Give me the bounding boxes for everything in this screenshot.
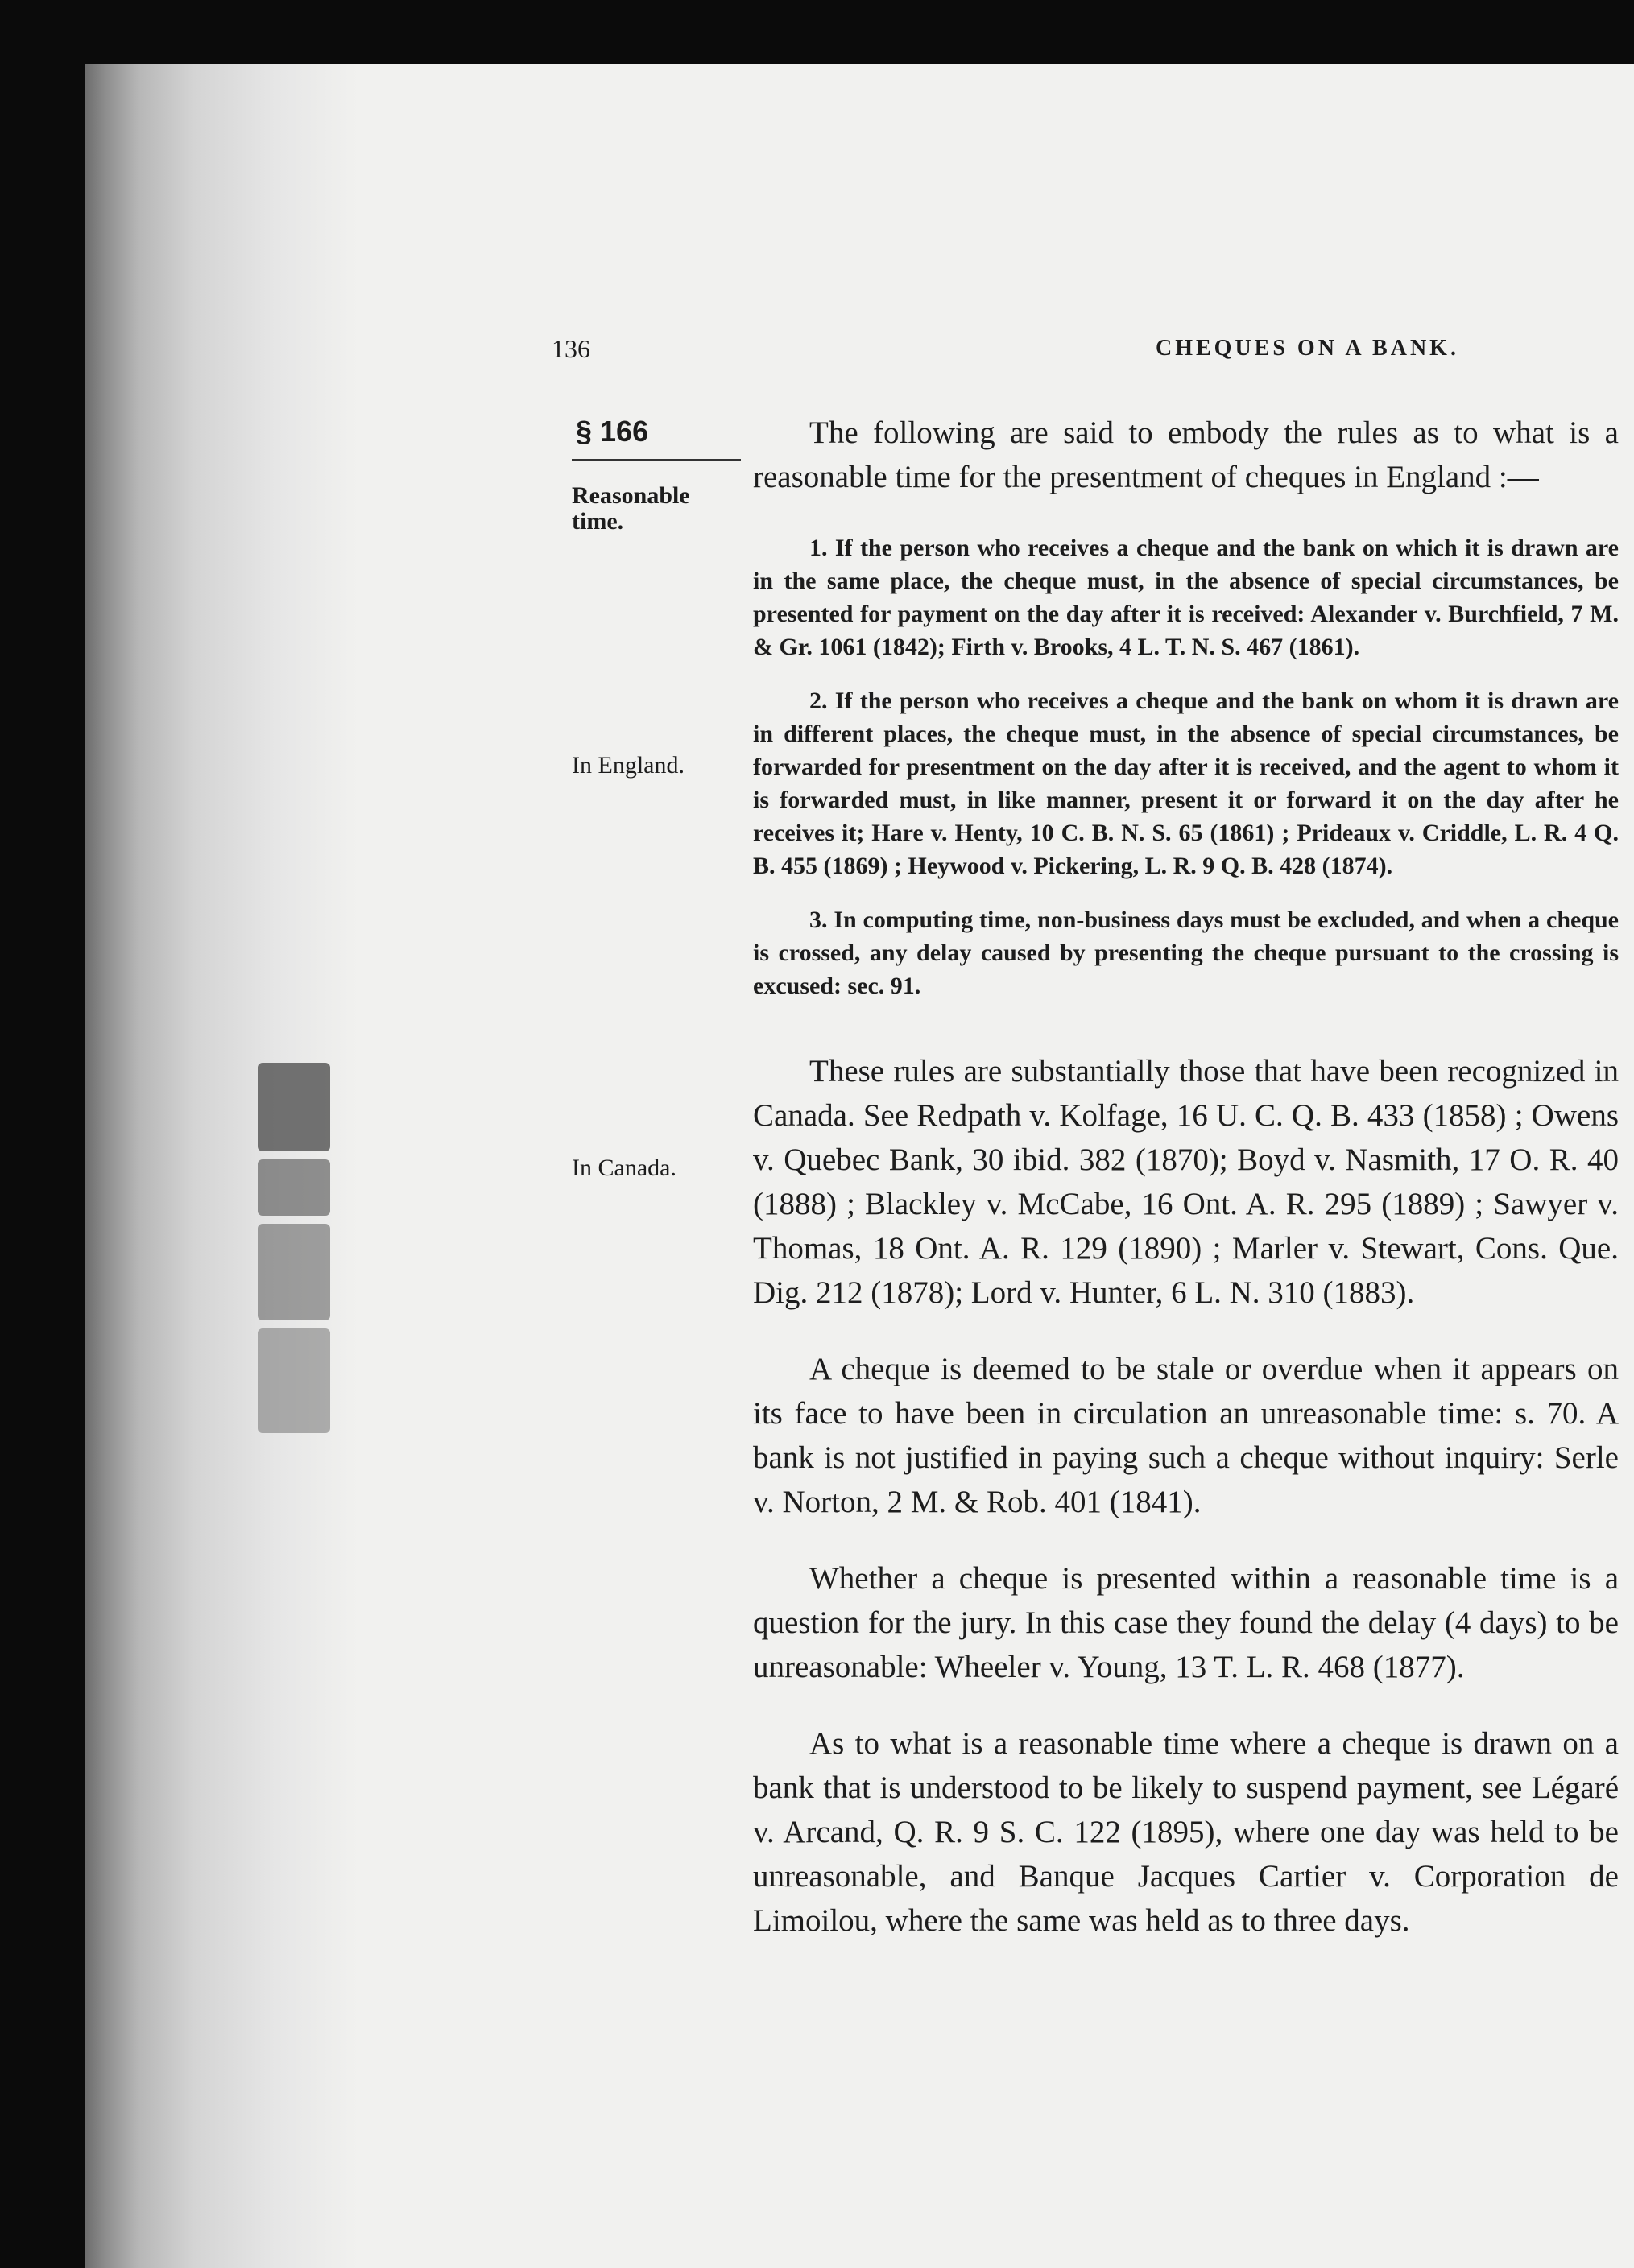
margin-note-in-england: In England. (572, 752, 685, 779)
suspend-payment-paragraph: As to what is a reasonable time where a cheque is drawn on a bank that is understood to be likely to suspend payment, see Légaré v. Arcand, Q. R. 9 S. C. 122 (1895), where one day was held to be unreasonable, and Banque Jacques Cartier v. Corporation de Limoilou, where the same was held as to three days. (753, 1726, 1619, 1938)
canada-paragraph: These rules are substantially those that have been recognized in Canada. See Redpath v. Kolfage, 16 U. C. Q. B. 433 (1858) ; Owens v. Quebec Bank, 30 ibid. 382 (1870); Boyd v. Nasmith, 17 O. R. 40 (1888) ; Blackley v. McCabe, 16 Ont. A. R. 295 (1889) ; Sawyer v. Thomas, 18 Ont. A. R. 129 (1890) ; Marler v. Stewart, Cons. Que. Dig. 212 (1878); Lord v. Hunter, 6 L. N. 310 (1883). (753, 1054, 1619, 1310)
page-number: 136 (552, 334, 590, 363)
body-text (753, 411, 1619, 1943)
book-page (85, 64, 1634, 2268)
section-divider (572, 459, 741, 461)
rule-1: 1. If the person who receives a cheque and the bank on which it is drawn are in the same place, the cheque must, in the absence of special circumstances, be presented for payment on the day after it is received: Alexander v. Burchfield, 7 M. & Gr. 1061 (1842); Firth v. Brooks, 4 L. T. N. S. 467 (1861). (753, 535, 1619, 660)
jury-paragraph: Whether a cheque is presented within a reasonable time is a question for the jury. In this case they found the delay (4 days) to be unreasonable: Wheeler v. Young, 13 T. L. R. 468 (1877). (753, 1561, 1619, 1684)
margin-note-in-canada: In Canada. (572, 1155, 676, 1181)
library-stamp (258, 1063, 330, 1441)
section-number: § 166 (576, 415, 649, 448)
intro-paragraph: The following are said to embody the rules as to what is a reasonable time for the presentment of cheques in England :— (753, 415, 1619, 494)
running-title: CHEQUES ON A BANK. (1156, 336, 1459, 361)
rule-2: 2. If the person who receives a cheque and the bank on whom it is drawn are in different places, the cheque must, in the absence of special circumstances, be forwarded for presentment on the day after it is received, and the agent to whom it is forwarded must, in like manner, present it or forward it on the day after he receives it; Hare v. Henty, 10 C. B. N. S. 65 (1861) ; Prideaux v. Criddle, L. R. 4 Q. B. 455 (1869) ; Heywood v. Pickering, L. R. 9 Q. B. 428 (1874). (753, 688, 1619, 879)
rule-3: 3. In computing time, non-business days must be excluded, and when a cheque is crossed, any delay caused by presenting the cheque pursuant to the crossing is excused: sec. 91. (753, 907, 1619, 999)
margin-note-reasonable-time: Reasonable time. (572, 482, 690, 535)
page-header (483, 334, 1619, 366)
stale-cheque-paragraph: A cheque is deemed to be stale or overdue when it appears on its face to have been in circulation an unreasonable time: s. 70. A bank is not justified in paying such a cheque without inquiry: Serle v. Norton, 2 M. & Rob. 401 (1841). (753, 1352, 1619, 1519)
